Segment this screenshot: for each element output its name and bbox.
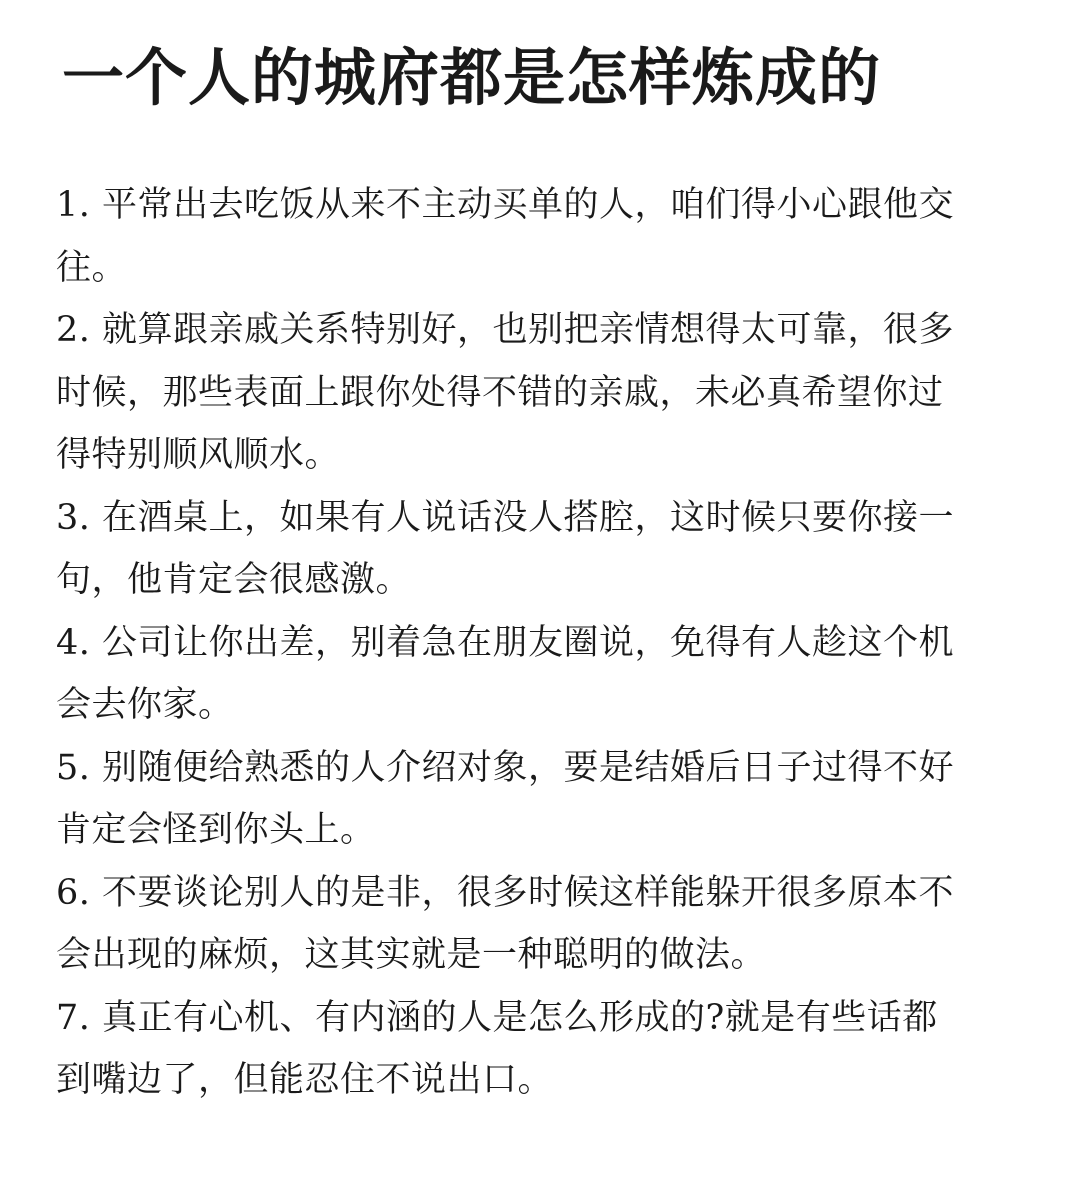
list-item: 5. 别随便给熟悉的人介绍对象，要是结婚后日子过得不好肯定会怪到你头上。 <box>56 747 955 850</box>
page-title: 一个人的城府都是怎样炼成的 <box>62 41 882 114</box>
tips-list <box>56 174 956 1112</box>
list-item: 2. 就算跟亲戚关系特别好，也别把亲情想得太可靠，很多时候，那些表面上跟你处得不错的亲戚，未必真希望你过得特别顺风顺水。 <box>56 310 955 475</box>
list-item: 3. 在酒桌上，如果有人说话没人搭腔，这时候只要你接一句，他肯定会很感激。 <box>56 497 955 600</box>
list-item: 1. 平常出去吃饭从来不主动买单的人，咱们得小心跟他交往。 <box>56 185 955 288</box>
list-item: 6. 不要谈论别人的是非，很多时候这样能躲开很多原本不会出现的麻烦，这其实就是一种聪明的做法。 <box>56 872 955 975</box>
list-item: 7. 真正有心机、有内涵的人是怎么形成的?就是有些话都到嘴边了，但能忍住不说出口。 <box>56 997 938 1100</box>
list-item: 4. 公司让你出差，别着急在朋友圈说，免得有人趁这个机会去你家。 <box>56 622 955 725</box>
